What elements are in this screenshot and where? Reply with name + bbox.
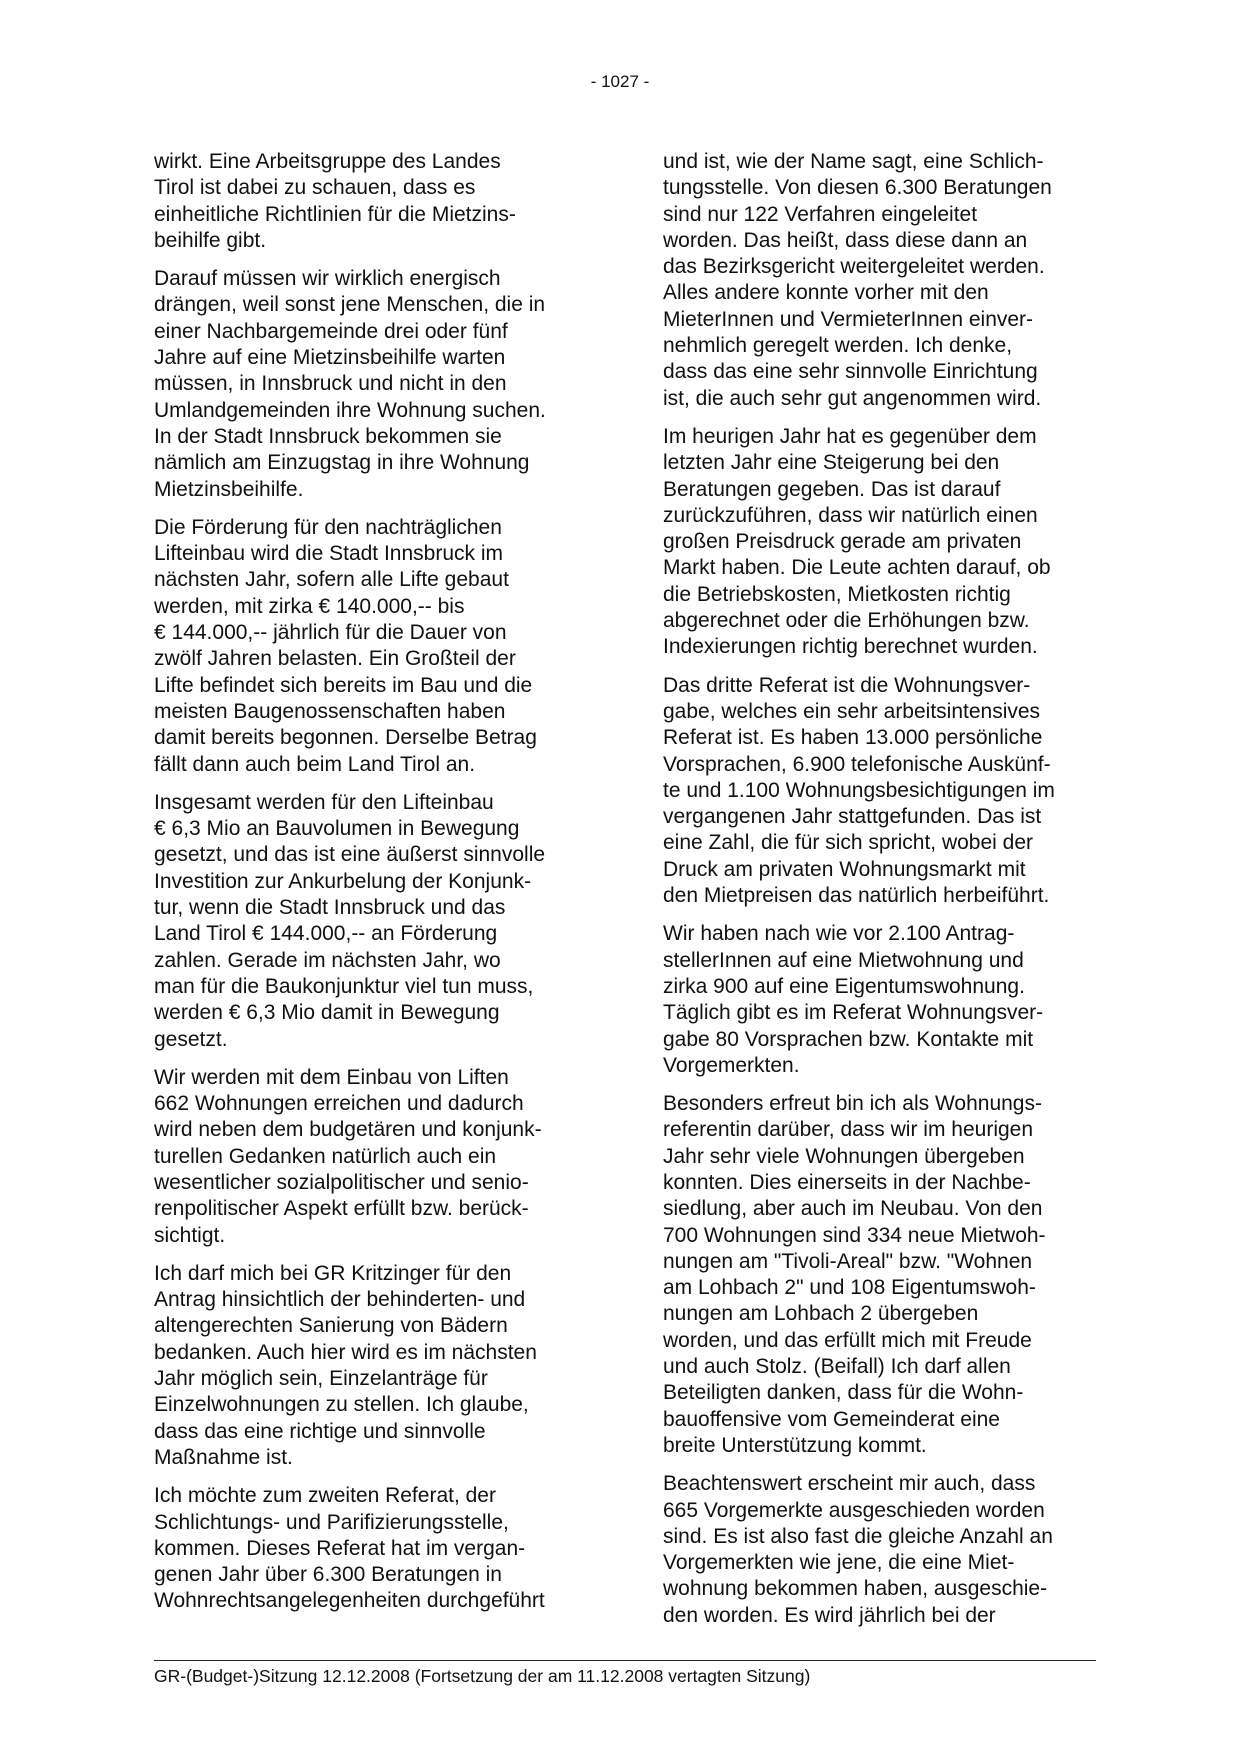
- paragraph: [663, 1471, 1093, 1629]
- text-line: Vorsprachen, 6.900 telefonische Auskünf-: [663, 752, 1051, 776]
- text-line: und ist, wie der Name sagt, eine Schlich-: [663, 150, 1044, 173]
- text-line: Tirol ist dabei zu schauen, dass es: [154, 176, 476, 200]
- text-line: bauoffensive vom Gemeinderat eine: [663, 1407, 1000, 1431]
- text-line: Darauf müssen wir wirklich energisch: [154, 267, 501, 291]
- text-line: Markt haben. Die Leute achten darauf, ob: [663, 556, 1051, 580]
- text-line: Jahr möglich sein, Einzelanträge für: [154, 1367, 488, 1391]
- paragraph: [154, 790, 584, 1053]
- text-line: Land Tirol € 144.000,-- an Förderung: [154, 922, 498, 946]
- text-line: Investition zur Ankurbelung der Konjunk-: [154, 869, 532, 893]
- paragraph: [663, 149, 1093, 412]
- text-line: abgerechnet oder die Erhöhungen bzw.: [663, 609, 1030, 633]
- text-line: referentin darüber, dass wir im heurigen: [663, 1118, 1034, 1142]
- text-line: Jahre auf eine Mietzinsbeihilfe warten: [154, 346, 506, 370]
- text-line: stellerInnen auf eine Mietwohnung und: [663, 948, 1024, 972]
- text-line: siedlung, aber auch im Neubau. Von den: [663, 1197, 1043, 1221]
- text-line: Schlichtungs- und Parifizierungsstelle,: [154, 1510, 509, 1534]
- text-line: fällt dann auch beim Land Tirol an.: [154, 752, 476, 776]
- paragraph: [663, 1091, 1093, 1459]
- text-line: eine Zahl, die für sich spricht, wobei der: [663, 831, 1034, 855]
- text-line: das Bezirksgericht weitergeleitet werden.: [663, 255, 1045, 279]
- text-line: gabe, welches ein sehr arbeitsintensives: [663, 699, 1041, 723]
- paragraph: [154, 1483, 584, 1614]
- text-line: einer Nachbargemeinde drei oder fünf: [154, 319, 508, 343]
- text-line: Ich darf mich bei GR Kritzinger für den: [154, 1261, 512, 1285]
- text-line: tur, wenn die Stadt Innsbruck und das: [154, 896, 506, 920]
- text-line: man für die Baukonjunktur viel tun muss,: [154, 974, 534, 998]
- text-line: altengerechten Sanierung von Bädern: [154, 1314, 508, 1338]
- text-line: wirkt. Eine Arbeitsgruppe des Landes: [154, 150, 501, 173]
- text-line: Jahr sehr viele Wohnungen übergeben: [663, 1144, 1025, 1168]
- text-line: Das dritte Referat ist die Wohnungsver-: [663, 673, 1031, 697]
- text-line: vergangenen Jahr stattgefunden. Das ist: [663, 805, 1042, 829]
- text-line: nächsten Jahr, sofern alle Lifte gebaut: [154, 568, 509, 592]
- right-column: [663, 149, 1093, 1641]
- text-line: MieterInnen und VermieterInnen einver-: [663, 307, 1034, 331]
- text-line: drängen, weil sonst jene Menschen, die in: [154, 293, 546, 317]
- text-line: Wohnrechtsangelegenheiten durchgeführt: [154, 1589, 545, 1613]
- text-line: Täglich gibt es im Referat Wohnungsver-: [663, 1001, 1044, 1025]
- text-line: turellen Gedanken natürlich auch ein: [154, 1144, 497, 1168]
- text-line: Beteiligten danken, dass für die Wohn-: [663, 1381, 1024, 1405]
- text-line: 665 Vorgemerkte ausgeschieden worden: [663, 1498, 1045, 1522]
- text-line: kommen. Dieses Referat hat im vergan-: [154, 1536, 526, 1560]
- left-column: [154, 149, 584, 1627]
- text-line: Lifteinbau wird die Stadt Innsbruck im: [154, 542, 504, 566]
- text-line: Ich möchte zum zweiten Referat, der: [154, 1484, 496, 1508]
- text-line: sind nur 122 Verfahren eingeleitet: [663, 202, 978, 226]
- text-line: dass das eine sehr sinnvolle Einrichtung: [663, 360, 1038, 384]
- text-line: gabe 80 Vorsprachen bzw. Kontakte mit: [663, 1027, 1034, 1051]
- text-line: gesetzt.: [154, 1027, 228, 1051]
- text-line: Wir werden mit dem Einbau von Liften: [154, 1065, 509, 1089]
- text-line: letzten Jahr eine Steigerung bei den: [663, 451, 1000, 475]
- paragraph: [154, 1261, 584, 1471]
- text-line: wohnung bekommen haben, ausgeschie-: [663, 1577, 1048, 1601]
- text-line: € 6,3 Mio an Bauvolumen in Bewegung: [154, 817, 520, 841]
- text-line: damit bereits begonnen. Derselbe Betrag: [154, 726, 537, 750]
- text-line: wesentlicher sozialpolitischer und senio-: [154, 1170, 529, 1194]
- text-line: ist, die auch sehr gut angenommen wird.: [663, 386, 1042, 410]
- text-line: 662 Wohnungen erreichen und dadurch: [154, 1092, 524, 1116]
- text-line: zwölf Jahren belasten. Ein Großteil der: [154, 647, 516, 671]
- text-line: Alles andere konnte vorher mit den: [663, 281, 989, 305]
- footer-text: GR-(Budget-)Sitzung 12.12.2008 (Fortsetzung der am 11.12.2008 vertagten Sitzung): [154, 1666, 811, 1686]
- text-line: Vorgemerkten wie jene, die eine Miet-: [663, 1551, 1015, 1575]
- paragraph: [154, 266, 584, 503]
- footer-divider: [154, 1660, 1096, 1661]
- text-line: Beachtenswert erscheint mir auch, dass: [663, 1472, 1036, 1496]
- text-line: bedanken. Auch hier wird es im nächsten: [154, 1340, 537, 1364]
- text-line: werden € 6,3 Mio damit in Bewegung: [154, 1001, 500, 1025]
- text-line: Besonders erfreut bin ich als Wohnungs-: [663, 1092, 1042, 1116]
- text-line: € 144.000,-- jährlich für die Dauer von: [154, 621, 507, 645]
- paragraph: [663, 673, 1093, 910]
- text-line: Einzelwohnungen zu stellen. Ich glaube,: [154, 1393, 529, 1417]
- text-line: zirka 900 auf eine Eigentumswohnung.: [663, 974, 1025, 998]
- text-line: großen Preisdruck gerade am privaten: [663, 530, 1022, 554]
- paragraph: [663, 921, 1093, 1079]
- text-line: wird neben dem budgetären und konjunk-: [154, 1118, 542, 1142]
- paragraph: [154, 515, 584, 778]
- paragraph: [154, 149, 584, 254]
- text-line: nungen am "Tivoli-Areal" bzw. "Wohnen: [663, 1249, 1033, 1273]
- text-line: Umlandgemeinden ihre Wohnung suchen.: [154, 398, 546, 422]
- text-line: den Mietpreisen das natürlich herbeiführt.: [663, 884, 1050, 908]
- text-line: gesetzt, und das ist eine äußerst sinnvolle: [154, 843, 546, 867]
- text-line: Druck am privaten Wohnungsmarkt mit: [663, 857, 1026, 881]
- text-line: Antrag hinsichtlich der behinderten- und: [154, 1288, 526, 1312]
- text-line: einheitliche Richtlinien für die Mietzins-: [154, 202, 516, 226]
- page-number: - 1027 -: [590, 72, 650, 91]
- paragraph: [663, 424, 1093, 661]
- text-line: konnten. Dies einerseits in der Nachbe-: [663, 1170, 1031, 1194]
- text-line: am Lohbach 2" und 108 Eigentumswoh-: [663, 1276, 1036, 1300]
- text-line: tungsstelle. Von diesen 6.300 Beratungen: [663, 176, 1052, 200]
- text-line: worden. Das heißt, dass diese dann an: [663, 228, 1028, 252]
- text-line: Die Förderung für den nachträglichen: [154, 515, 502, 539]
- text-line: Maßnahme ist.: [154, 1445, 293, 1469]
- text-line: In der Stadt Innsbruck bekommen sie: [154, 424, 502, 448]
- text-line: Im heurigen Jahr hat es gegenüber dem: [663, 424, 1037, 448]
- text-line: Lifte befindet sich bereits im Bau und die: [154, 673, 533, 697]
- text-line: renpolitischer Aspekt erfüllt bzw. berück-: [154, 1197, 529, 1221]
- text-line: meisten Baugenossenschaften haben: [154, 699, 506, 723]
- text-line: Indexierungen richtig berechnet wurden.: [663, 635, 1038, 659]
- text-line: beihilfe gibt.: [154, 228, 267, 252]
- text-line: werden, mit zirka € 140.000,-- bis: [154, 594, 465, 618]
- text-line: zurückzuführen, dass wir natürlich einen: [663, 503, 1038, 527]
- text-line: nämlich am Einzugstag in ihre Wohnung: [154, 451, 530, 475]
- paragraph: [154, 1065, 584, 1249]
- text-line: Insgesamt werden für den Lifteinbau: [154, 790, 494, 814]
- text-line: dass das eine richtige und sinnvolle: [154, 1419, 486, 1443]
- text-line: te und 1.100 Wohnungsbesichtigungen im: [663, 778, 1055, 802]
- text-line: den worden. Es wird jährlich bei der: [663, 1603, 996, 1627]
- text-line: nungen am Lohbach 2 übergeben: [663, 1302, 979, 1326]
- text-line: Beratungen gegeben. Das ist darauf: [663, 477, 1001, 501]
- text-line: breite Unterstützung kommt.: [663, 1433, 927, 1457]
- text-line: müssen, in Innsbruck und nicht in den: [154, 372, 507, 396]
- text-line: genen Jahr über 6.300 Beratungen in: [154, 1563, 502, 1587]
- text-line: zahlen. Gerade im nächsten Jahr, wo: [154, 948, 501, 972]
- text-line: sind. Es ist also fast die gleiche Anzahl an: [663, 1524, 1053, 1548]
- text-line: sichtigt.: [154, 1223, 226, 1247]
- text-line: Referat ist. Es haben 13.000 persönliche: [663, 726, 1043, 750]
- text-line: Wir haben nach wie vor 2.100 Antrag-: [663, 922, 1015, 946]
- text-line: und auch Stolz. (Beifall) Ich darf allen: [663, 1355, 1011, 1379]
- text-line: Vorgemerkten.: [663, 1053, 800, 1077]
- text-line: Mietzinsbeihilfe.: [154, 477, 304, 501]
- text-line: die Betriebskosten, Mietkosten richtig: [663, 582, 1011, 606]
- text-line: 700 Wohnungen sind 334 neue Mietwoh-: [663, 1223, 1046, 1247]
- text-line: worden, und das erfüllt mich mit Freude: [663, 1328, 1032, 1352]
- text-line: nehmlich geregelt werden. Ich denke,: [663, 334, 1013, 358]
